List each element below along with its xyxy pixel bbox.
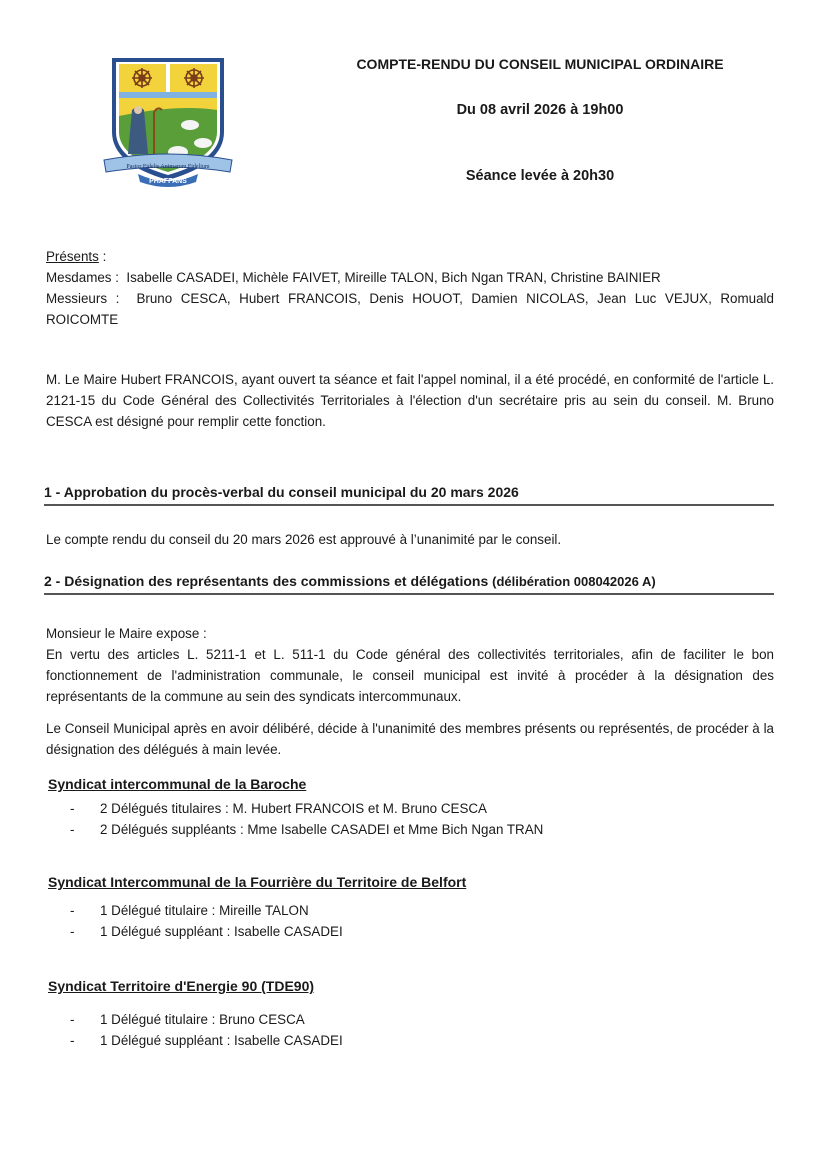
mesdames-label: Mesdames : [46,270,119,285]
syndicat-fourriere-heading: Syndicat Intercommunal de la Fourrière du Territoire de Belfort [48,874,467,890]
section-2-paragraph-1: En vertu des articles L. 5211-1 et L. 511-1 du Code général des collectivités territoriales, afin de faciliter le bon fonctionnement de l'administration communale, le conseil municipal est invité à procéder à la désignation des représentants de la commune au sein des syndicats intercommunaux. [46,647,774,704]
syndicat-baroche-heading: Syndicat intercommunal de la Baroche [48,776,307,792]
presents-label-suffix: : [98,249,107,264]
list-item: - 1 Délégué titulaire : Mireille TALON [70,900,343,921]
list-item: - 1 Délégué titulaire : Bruno CESCA [70,1009,343,1030]
syndicat-tde90-heading: Syndicat Territoire d'Energie 90 (TDE90) [48,978,315,994]
list-item: - 1 Délégué suppléant : Isabelle CASADEI [70,1030,343,1051]
section-2-expose: Monsieur le Maire expose : [46,626,207,641]
syndicat-tde90-list [70,1009,343,1051]
document-title: COMPTE-RENDU DU CONSEIL MUNICIPAL ORDINAIRE [356,56,724,72]
syndicat-baroche-list [70,798,543,840]
messieurs-label: Messieurs : [46,291,120,306]
section-1-body: Le compte rendu du conseil du 20 mars 2026 est approuvé à l’unanimité par le conseil. [46,532,562,547]
crest-town-name: PHAFFANS [149,178,187,185]
section-2-paragraph-2: Le Conseil Municipal après en avoir délibéré, décide à l'unanimité des membres présents ou représentés, de procéder à la désignation des délégués à main levée. [46,721,774,757]
syndicat-fourriere-list [70,900,343,942]
presents-label: Présents [46,249,99,264]
messieurs-line [46,288,774,330]
list-item: - 1 Délégué suppléant : Isabelle CASADEI [70,921,343,942]
meeting-end-time: Séance levée à 20h30 [465,168,615,184]
section-2-deliberation-ref: (délibération 008042026 A) [492,574,656,589]
town-crest-logo [98,52,238,190]
document-header [320,56,760,184]
meeting-date: Du 08 avril 2026 à 19h00 [456,102,624,118]
section-2-title: 2 - Désignation des représentants des commissions et délégations [44,573,489,589]
crest-icon [98,52,238,190]
section-2-heading [44,573,774,595]
section-1-heading: 1 - Approbation du procès-verbal du conseil municipal du 20 mars 2026 [44,484,774,506]
intro-paragraph: M. Le Maire Hubert FRANCOIS, ayant ouvert ta séance et fait l'appel nominal, il a été procédé, en conformité de l'article L. 2121-15 du Code Général des Collectivités Territoriales à l'élection d'un secrétaire pris au sein du conseil. M. Bruno CESCA est désigné pour remplir cette fonction. [46,372,774,429]
mesdames-list: Isabelle CASADEI, Michèle FAIVET, Mireille TALON, Bich Ngan TRAN, Christine BAINIER [126,270,661,285]
mesdames-line [46,267,774,288]
list-item: - 2 Délégués titulaires : M. Hubert FRANCOIS et M. Bruno CESCA [70,798,543,819]
attendees-block [46,246,774,330]
messieurs-list: Bruno CESCA, Hubert FRANCOIS, Denis HOUOT, Damien NICOLAS, Jean Luc VEJUX, Romuald ROICOMTE [46,291,774,327]
crest-motto: Pastor Fidelis Animarum Fidelium [126,164,210,170]
list-item: - 2 Délégués suppléants : Mme Isabelle CASADEI et Mme Bich Ngan TRAN [70,819,543,840]
